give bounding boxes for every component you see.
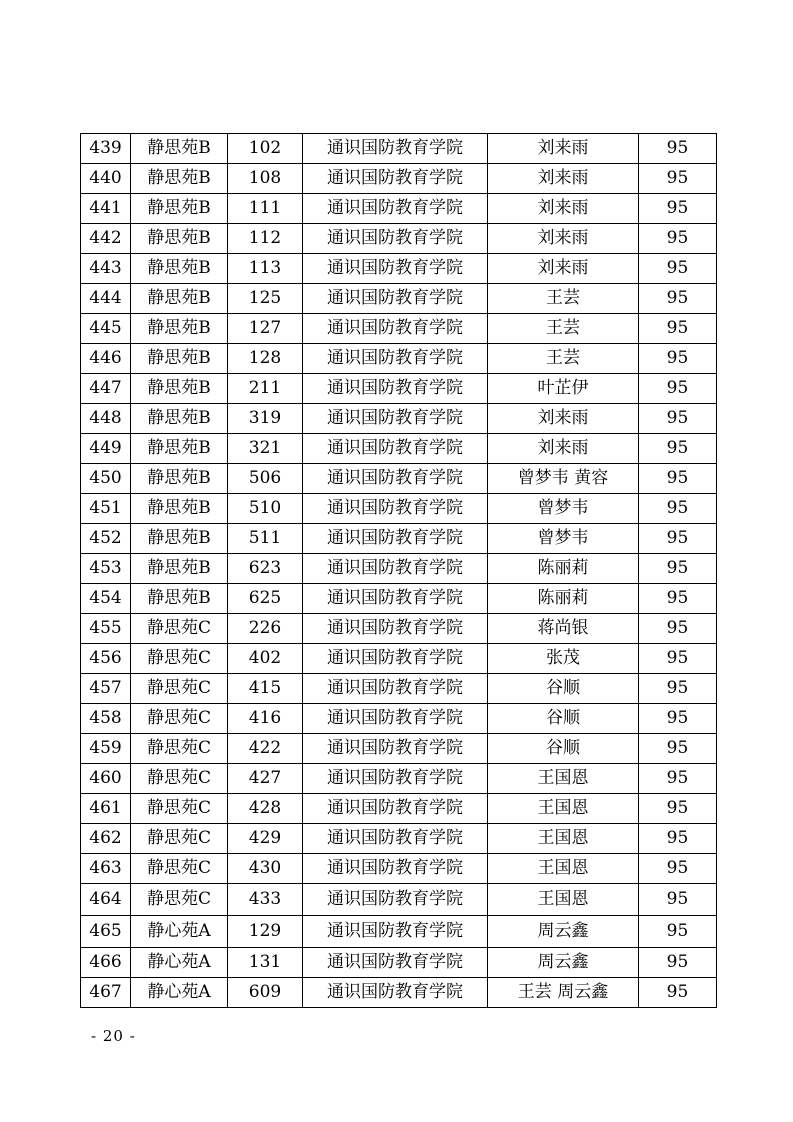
- building-cell: 静思苑C: [131, 884, 228, 916]
- score-cell: 95: [639, 284, 717, 314]
- college-cell: 通识国防教育学院: [303, 464, 488, 494]
- college-cell: 通识国防教育学院: [303, 524, 488, 554]
- table-row: [81, 614, 717, 644]
- row-number-cell: 451: [81, 494, 131, 524]
- row-number-cell: 441: [81, 194, 131, 224]
- row-number-cell: 458: [81, 704, 131, 734]
- table-row: [81, 584, 717, 614]
- row-number-cell: 450: [81, 464, 131, 494]
- building-cell: 静心苑A: [131, 916, 228, 948]
- row-number-cell: 462: [81, 824, 131, 854]
- dormitory-score-table: [80, 133, 717, 1008]
- instructor-cell: 王国恩: [488, 884, 639, 916]
- row-number-cell: 449: [81, 434, 131, 464]
- instructor-cell: 蒋尚银: [488, 614, 639, 644]
- building-cell: 静思苑B: [131, 374, 228, 404]
- table-row: [81, 404, 717, 434]
- table-row: [81, 524, 717, 554]
- table-row: [81, 764, 717, 794]
- building-cell: 静思苑C: [131, 854, 228, 884]
- table-row: [81, 284, 717, 314]
- college-cell: 通识国防教育学院: [303, 314, 488, 344]
- building-cell: 静思苑B: [131, 524, 228, 554]
- building-cell: 静思苑B: [131, 164, 228, 194]
- score-cell: 95: [639, 314, 717, 344]
- college-cell: 通识国防教育学院: [303, 764, 488, 794]
- room-number-cell: 511: [228, 524, 303, 554]
- row-number-cell: 445: [81, 314, 131, 344]
- row-number-cell: 443: [81, 254, 131, 284]
- row-number-cell: 440: [81, 164, 131, 194]
- score-cell: 95: [639, 644, 717, 674]
- row-number-cell: 453: [81, 554, 131, 584]
- room-number-cell: 506: [228, 464, 303, 494]
- college-cell: 通识国防教育学院: [303, 224, 488, 254]
- room-number-cell: 510: [228, 494, 303, 524]
- table-row: [81, 434, 717, 464]
- table-row: [81, 948, 717, 978]
- instructor-cell: 刘来雨: [488, 434, 639, 464]
- row-number-cell: 464: [81, 884, 131, 916]
- building-cell: 静思苑C: [131, 824, 228, 854]
- room-number-cell: 128: [228, 344, 303, 374]
- room-number-cell: 319: [228, 404, 303, 434]
- score-cell: 95: [639, 978, 717, 1008]
- score-cell: 95: [639, 674, 717, 704]
- college-cell: 通识国防教育学院: [303, 404, 488, 434]
- row-number-cell: 463: [81, 854, 131, 884]
- table-row: [81, 194, 717, 224]
- row-number-cell: 457: [81, 674, 131, 704]
- college-cell: 通识国防教育学院: [303, 134, 488, 164]
- score-cell: 95: [639, 916, 717, 948]
- table-row: [81, 794, 717, 824]
- score-cell: 95: [639, 194, 717, 224]
- row-number-cell: 444: [81, 284, 131, 314]
- college-cell: 通识国防教育学院: [303, 884, 488, 916]
- room-number-cell: 429: [228, 824, 303, 854]
- instructor-cell: 刘来雨: [488, 134, 639, 164]
- college-cell: 通识国防教育学院: [303, 374, 488, 404]
- score-cell: 95: [639, 614, 717, 644]
- row-number-cell: 447: [81, 374, 131, 404]
- college-cell: 通识国防教育学院: [303, 794, 488, 824]
- row-number-cell: 456: [81, 644, 131, 674]
- building-cell: 静思苑B: [131, 344, 228, 374]
- instructor-cell: 谷顺: [488, 704, 639, 734]
- row-number-cell: 459: [81, 734, 131, 764]
- instructor-cell: 曾梦韦: [488, 524, 639, 554]
- room-number-cell: 415: [228, 674, 303, 704]
- score-cell: 95: [639, 164, 717, 194]
- building-cell: 静思苑B: [131, 584, 228, 614]
- room-number-cell: 428: [228, 794, 303, 824]
- score-cell: 95: [639, 254, 717, 284]
- building-cell: 静心苑A: [131, 978, 228, 1008]
- instructor-cell: 刘来雨: [488, 164, 639, 194]
- room-number-cell: 625: [228, 584, 303, 614]
- table-row: [81, 978, 717, 1008]
- college-cell: 通识国防教育学院: [303, 824, 488, 854]
- college-cell: 通识国防教育学院: [303, 614, 488, 644]
- room-number-cell: 112: [228, 224, 303, 254]
- row-number-cell: 442: [81, 224, 131, 254]
- building-cell: 静思苑B: [131, 254, 228, 284]
- instructor-cell: 陈丽莉: [488, 584, 639, 614]
- room-number-cell: 102: [228, 134, 303, 164]
- room-number-cell: 416: [228, 704, 303, 734]
- row-number-cell: 448: [81, 404, 131, 434]
- table-row: [81, 374, 717, 404]
- score-cell: 95: [639, 464, 717, 494]
- room-number-cell: 430: [228, 854, 303, 884]
- table-row: [81, 344, 717, 374]
- building-cell: 静思苑B: [131, 404, 228, 434]
- page-number: - 20 -: [91, 1027, 136, 1045]
- table-row: [81, 314, 717, 344]
- score-cell: 95: [639, 734, 717, 764]
- row-number-cell: 439: [81, 134, 131, 164]
- table-row: [81, 884, 717, 916]
- table-row: [81, 734, 717, 764]
- row-number-cell: 465: [81, 916, 131, 948]
- score-cell: 95: [639, 584, 717, 614]
- building-cell: 静思苑B: [131, 224, 228, 254]
- instructor-cell: 谷顺: [488, 674, 639, 704]
- college-cell: 通识国防教育学院: [303, 344, 488, 374]
- building-cell: 静心苑A: [131, 948, 228, 978]
- row-number-cell: 446: [81, 344, 131, 374]
- instructor-cell: 刘来雨: [488, 254, 639, 284]
- room-number-cell: 129: [228, 916, 303, 948]
- college-cell: 通识国防教育学院: [303, 434, 488, 464]
- score-cell: 95: [639, 764, 717, 794]
- instructor-cell: 王芸: [488, 284, 639, 314]
- instructor-cell: 谷顺: [488, 734, 639, 764]
- room-number-cell: 226: [228, 614, 303, 644]
- building-cell: 静思苑C: [131, 614, 228, 644]
- room-number-cell: 321: [228, 434, 303, 464]
- college-cell: 通识国防教育学院: [303, 704, 488, 734]
- table-row: [81, 494, 717, 524]
- building-cell: 静思苑C: [131, 764, 228, 794]
- score-cell: 95: [639, 884, 717, 916]
- table-body: [81, 134, 717, 1008]
- instructor-cell: 周云鑫: [488, 948, 639, 978]
- row-number-cell: 454: [81, 584, 131, 614]
- row-number-cell: 452: [81, 524, 131, 554]
- college-cell: 通识国防教育学院: [303, 978, 488, 1008]
- score-cell: 95: [639, 794, 717, 824]
- college-cell: 通识国防教育学院: [303, 494, 488, 524]
- college-cell: 通识国防教育学院: [303, 584, 488, 614]
- score-cell: 95: [639, 554, 717, 584]
- room-number-cell: 131: [228, 948, 303, 978]
- building-cell: 静思苑B: [131, 464, 228, 494]
- table-row: [81, 254, 717, 284]
- room-number-cell: 623: [228, 554, 303, 584]
- college-cell: 通识国防教育学院: [303, 674, 488, 704]
- row-number-cell: 461: [81, 794, 131, 824]
- instructor-cell: 王芸 周云鑫: [488, 978, 639, 1008]
- table-row: [81, 916, 717, 948]
- building-cell: 静思苑C: [131, 674, 228, 704]
- building-cell: 静思苑B: [131, 554, 228, 584]
- building-cell: 静思苑B: [131, 494, 228, 524]
- score-cell: 95: [639, 404, 717, 434]
- room-number-cell: 127: [228, 314, 303, 344]
- row-number-cell: 466: [81, 948, 131, 978]
- instructor-cell: 刘来雨: [488, 404, 639, 434]
- row-number-cell: 460: [81, 764, 131, 794]
- score-cell: 95: [639, 344, 717, 374]
- instructor-cell: 曾梦韦: [488, 494, 639, 524]
- instructor-cell: 周云鑫: [488, 916, 639, 948]
- instructor-cell: 张茂: [488, 644, 639, 674]
- college-cell: 通识国防教育学院: [303, 734, 488, 764]
- score-cell: 95: [639, 134, 717, 164]
- table-row: [81, 164, 717, 194]
- score-cell: 95: [639, 374, 717, 404]
- score-cell: 95: [639, 494, 717, 524]
- score-cell: 95: [639, 854, 717, 884]
- room-number-cell: 402: [228, 644, 303, 674]
- score-cell: 95: [639, 824, 717, 854]
- row-number-cell: 455: [81, 614, 131, 644]
- building-cell: 静思苑C: [131, 704, 228, 734]
- table-row: [81, 464, 717, 494]
- college-cell: 通识国防教育学院: [303, 164, 488, 194]
- college-cell: 通识国防教育学院: [303, 254, 488, 284]
- score-cell: 95: [639, 434, 717, 464]
- building-cell: 静思苑B: [131, 194, 228, 224]
- instructor-cell: 王芸: [488, 314, 639, 344]
- instructor-cell: 王国恩: [488, 854, 639, 884]
- instructor-cell: 王国恩: [488, 824, 639, 854]
- row-number-cell: 467: [81, 978, 131, 1008]
- college-cell: 通识国防教育学院: [303, 854, 488, 884]
- room-number-cell: 111: [228, 194, 303, 224]
- instructor-cell: 王芸: [488, 344, 639, 374]
- instructor-cell: 叶芷伊: [488, 374, 639, 404]
- score-cell: 95: [639, 948, 717, 978]
- room-number-cell: 427: [228, 764, 303, 794]
- table-row: [81, 704, 717, 734]
- score-cell: 95: [639, 704, 717, 734]
- college-cell: 通识国防教育学院: [303, 916, 488, 948]
- room-number-cell: 609: [228, 978, 303, 1008]
- building-cell: 静思苑C: [131, 794, 228, 824]
- college-cell: 通识国防教育学院: [303, 284, 488, 314]
- instructor-cell: 曾梦韦 黄容: [488, 464, 639, 494]
- room-number-cell: 422: [228, 734, 303, 764]
- table-row: [81, 674, 717, 704]
- room-number-cell: 433: [228, 884, 303, 916]
- building-cell: 静思苑B: [131, 284, 228, 314]
- college-cell: 通识国防教育学院: [303, 948, 488, 978]
- table-row: [81, 554, 717, 584]
- room-number-cell: 113: [228, 254, 303, 284]
- room-number-cell: 108: [228, 164, 303, 194]
- building-cell: 静思苑B: [131, 434, 228, 464]
- table-row: [81, 224, 717, 254]
- score-cell: 95: [639, 524, 717, 554]
- building-cell: 静思苑B: [131, 314, 228, 344]
- room-number-cell: 125: [228, 284, 303, 314]
- instructor-cell: 刘来雨: [488, 224, 639, 254]
- room-number-cell: 211: [228, 374, 303, 404]
- college-cell: 通识国防教育学院: [303, 554, 488, 584]
- college-cell: 通识国防教育学院: [303, 644, 488, 674]
- building-cell: 静思苑C: [131, 644, 228, 674]
- instructor-cell: 刘来雨: [488, 194, 639, 224]
- table-row: [81, 854, 717, 884]
- building-cell: 静思苑B: [131, 134, 228, 164]
- score-cell: 95: [639, 224, 717, 254]
- table-row: [81, 824, 717, 854]
- instructor-cell: 王国恩: [488, 764, 639, 794]
- instructor-cell: 王国恩: [488, 794, 639, 824]
- building-cell: 静思苑C: [131, 734, 228, 764]
- instructor-cell: 陈丽莉: [488, 554, 639, 584]
- table-row: [81, 644, 717, 674]
- college-cell: 通识国防教育学院: [303, 194, 488, 224]
- table-row: [81, 134, 717, 164]
